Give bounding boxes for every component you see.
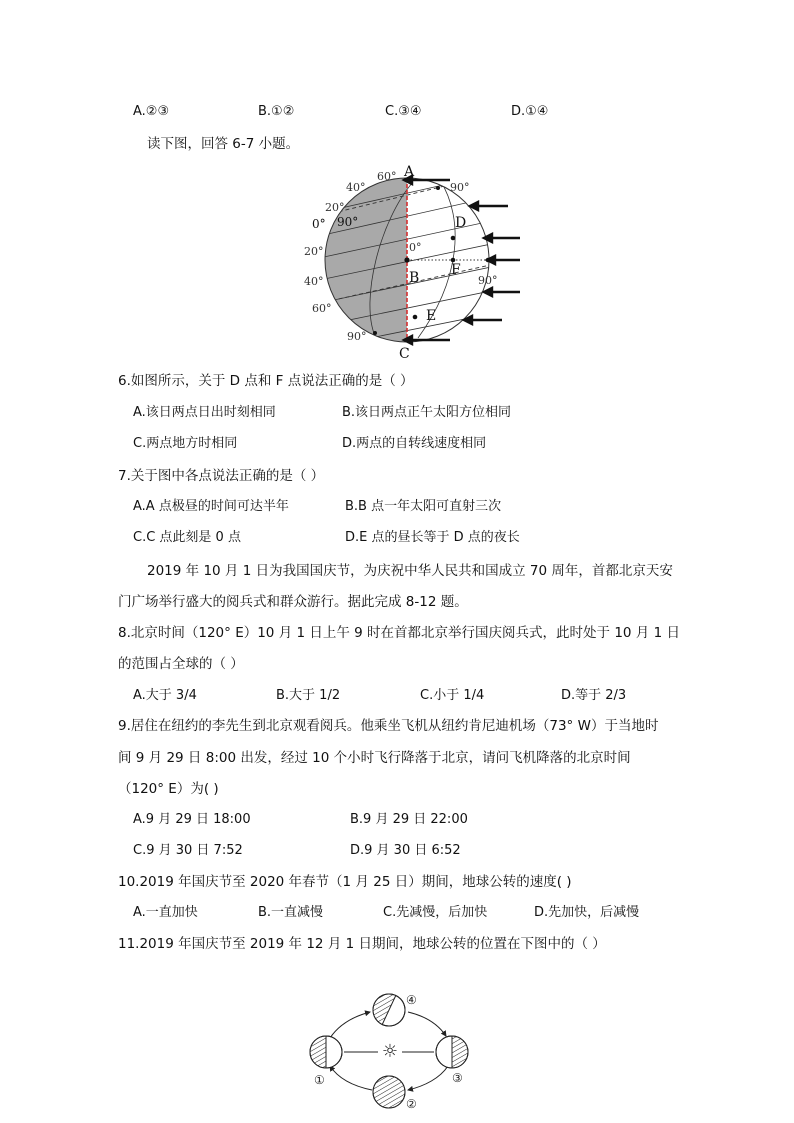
q10-option-c: C.先减慢，后加快 [383,905,488,920]
q9-option-b: B.9 月 29 日 22:00 [350,812,468,827]
earth-position-3 [436,1036,468,1068]
lat-label-20n: 20° [325,201,345,214]
orbit-label-2: ② [406,1097,417,1111]
q8-option-b: B.大于 1/2 [276,688,341,703]
q6-stem: 6.如图所示，关于 D 点和 F 点说法正确的是（ ） [118,373,414,389]
q7-option-a: A.A 点极昼的时间可达半年 [133,499,289,514]
orbit-label-3: ③ [452,1071,463,1085]
lon-label-left: 90° [337,215,359,229]
q10-stem: 10.2019 年国庆节至 2020 年春节（1 月 25 日）期间，地球公转的速度( ) [118,874,572,890]
q5-option-c: C.③④ [385,104,422,119]
lat-label-40n: 40° [346,181,366,194]
q9-option-a: A.9 月 29 日 18:00 [133,812,251,827]
point-label-e: E [426,308,437,324]
point-label-b: B [409,270,420,286]
q7-option-b: B.B 点一年太阳可直射三次 [345,499,502,514]
q10-option-b: B.一直减慢 [258,905,324,920]
point-label-d: D [455,215,467,231]
earth-position-1 [310,1036,342,1068]
q6-option-a: A.该日两点日出时刻相同 [133,405,276,420]
q9-option-c: C.9 月 30 日 7:52 [133,843,243,858]
q8-line2: 的范围占全球的（ ） [118,656,244,672]
q5-option-b: B.①② [258,104,295,119]
orbit-label-1: ① [314,1073,325,1087]
q8-option-c: C.小于 1/4 [420,688,485,703]
sun-symbol: ☼ [381,1041,399,1062]
intro-8-12-line2: 门广场举行盛大的阅兵式和群众游行。据此完成 8-12 题。 [118,594,468,610]
orbit-label-4: ④ [406,993,417,1007]
earth-position-4 [373,994,410,1031]
lat-label-40s: 40° [304,275,324,288]
q6-option-c: C.两点地方时相同 [133,436,238,451]
lat-label-0: 0° [312,217,326,231]
q9-line1: 9.居住在纽约的李先生到北京观看阅兵。他乘坐飞机从纽约肯尼迪机场（73° W）于当地时 [118,718,659,734]
point-label-f: F [451,262,461,278]
right-label-90-bottom: 90° [478,274,498,287]
right-label-90-top: 90° [450,181,470,194]
lon-label-center: 0° [409,241,422,254]
q11-stem: 11.2019 年国庆节至 2019 年 12 月 1 日期间，地球公转的位置在下图中的（ ） [118,936,606,952]
q9-line3: （120° E）为( ) [118,781,219,797]
point-label-c: C [399,346,410,360]
q7-stem: 7.关于图中各点说法正确的是（ ） [118,468,325,484]
q5-option-a: A.②③ [133,104,170,119]
lat-label-20s: 20° [304,245,324,258]
point-label-a: A [404,164,415,180]
q10-option-a: A.一直加快 [133,905,198,920]
q5-option-d: D.①④ [511,104,549,119]
q9-option-d: D.9 月 30 日 6:52 [350,843,461,858]
lat-label-60n: 60° [377,170,397,183]
globe-diagram [290,160,520,360]
q10-option-d: D.先加快，后减慢 [534,905,640,920]
night-side [320,170,407,350]
q6-option-d: D.两点的自转线速度相同 [342,436,487,451]
earth-position-2 [373,1076,405,1108]
q8-option-a: A.大于 3/4 [133,688,197,703]
q7-option-c: C.C 点此刻是 0 点 [133,530,241,545]
orbit-diagram [300,988,480,1113]
intro-6-7: 读下图，回答 6-7 小题。 [147,136,300,152]
lat-label-60s: 60° [312,302,332,315]
q9-line2: 间 9 月 29 日 8:00 出发，经过 10 个小时飞行降落于北京，请问飞机降落的北京时间 [118,750,631,766]
q8-option-d: D.等于 2/3 [561,688,627,703]
q7-option-d: D.E 点的昼长等于 D 点的夜长 [345,530,520,545]
lat-label-90s: 90° [347,330,367,343]
q6-option-b: B.该日两点正午太阳方位相同 [342,405,512,420]
intro-8-12-line1: 2019 年 10 月 1 日为我国国庆节，为庆祝中华人民共和国成立 70 周年，首都北京天安 [147,563,673,579]
q8-line1: 8.北京时间（120° E）10 月 1 日上午 9 时在首都北京举行国庆阅兵式，此时处于 10 月 1 日 [118,625,680,641]
